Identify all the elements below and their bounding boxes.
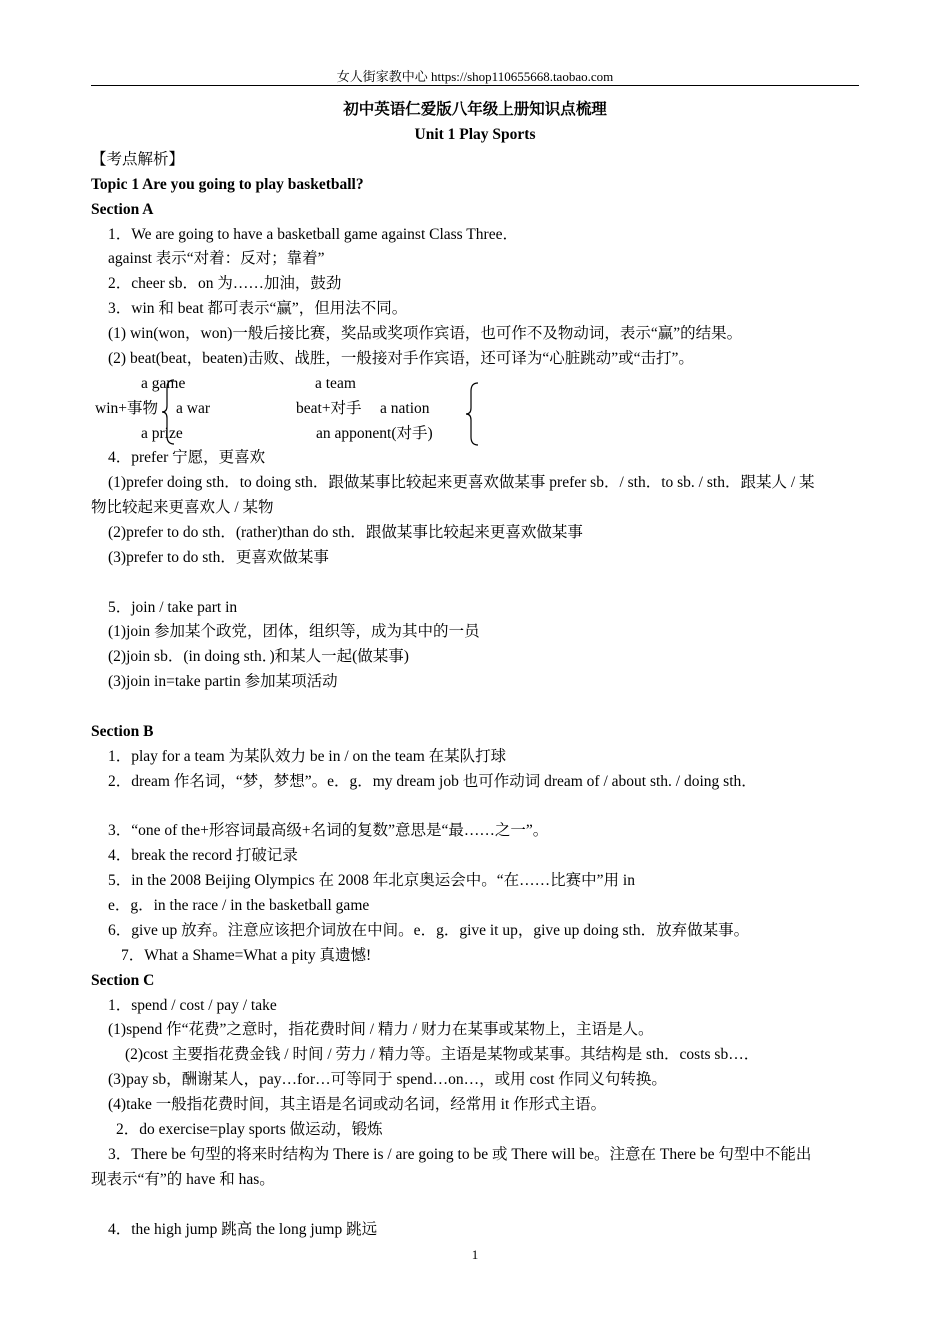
section-a-line: 2．cheer sb．on 为……加油，鼓劲 (108, 275, 342, 292)
page-header: 女人街家教中心 https://shop110655668.taobao.com (336, 69, 614, 84)
section-a-line: (3)join in=take partin 参加某项活动 (108, 673, 338, 690)
section-c-line: 1．spend / cost / pay / take (108, 997, 277, 1014)
section-b-line: 5．in the 2008 Beijing Olympics 在 2008 年北京奥运会中。“在……比赛中”用 in (108, 872, 635, 889)
section-a-line: against 表示“对着：反对；靠着” (108, 250, 325, 267)
section-c-line: (2)cost 主要指花费金钱 / 时间 / 劳力 / 精力等。主语是某物或某事。其结构是 sth．costs sb…． (125, 1046, 760, 1063)
section-c-line: 2．do exercise=play sports 做运动，锻炼 (116, 1121, 383, 1138)
win-item: a game (141, 375, 186, 392)
section-c-line: (3)pay sb，酬谢某人，pay…for…可等同于 spend…on…，或用 cost 作同义句转换。 (108, 1071, 667, 1088)
win-brace-icon (160, 378, 176, 446)
section-a-line: 1．We are going to have a basketball game against Class Three． (108, 226, 518, 243)
section-b-line: 3．“one of the+形容词最高级+名词的复数”意思是“最……之一”。 (108, 822, 549, 839)
unit-title: Unit 1 Play Sports (414, 126, 536, 143)
section-a-line: (1)prefer doing sth．to doing sth．跟做某事比较起来更喜欢做某事 prefer sb．/ sth．to sb. / sth．跟某人 / 某 (108, 474, 815, 491)
section-a-line: (2) beat(beat，beaten)击败、战胜，一般接对手作宾语，还可译为“心脏跳动”或“击打”。 (108, 350, 694, 367)
section-label: 【考点解析】 (91, 151, 185, 168)
document-title: 初中英语仁爱版八年级上册知识点梳理 (343, 101, 607, 118)
win-item: a prize (141, 425, 183, 442)
section-c-heading: Section C (91, 972, 155, 989)
section-b-line: 7．What a Shame=What a pity 真遗憾! (121, 947, 372, 964)
section-a-line: (1) win(won，won)一般后接比赛，奖品或奖项作宾语，也可作不及物动词，表示“赢”的结果。 (108, 325, 743, 342)
section-c-line: 3．There be 句型的将来时结构为 There is / are going to be 或 There will be。注意在 There be 句型中不能出 (108, 1146, 812, 1163)
section-c-line: 现表示“有”的 have 和 has。 (91, 1171, 275, 1188)
section-b-line: 2．dream 作名词，“梦，梦想”。e．g．my dream job 也可作动词 dream of / about sth. / doing sth． (108, 773, 757, 790)
beat-item: an apponent(对手) (316, 425, 433, 442)
win-label: win+事物 (95, 400, 158, 417)
section-b-heading: Section B (91, 723, 154, 740)
section-c-line: (1)spend 作“花费”之意时，指花费时间 / 精力 / 财力在某事或某物上，主语是人。 (108, 1021, 654, 1038)
section-a-line: 4．prefer 宁愿，更喜欢 (108, 449, 266, 466)
header-rule (91, 85, 859, 86)
section-a-line: 物比较起来更喜欢人 / 某物 (91, 499, 274, 516)
section-b-line: 4．break the record 打破记录 (108, 847, 298, 864)
section-a-line: (3)prefer to do sth．更喜欢做某事 (108, 549, 329, 566)
win-item: a war (176, 400, 210, 417)
section-b-line: 1．play for a team 为某队效力 be in / on the team 在某队打球 (108, 748, 507, 765)
section-a-line: (2)join sb．(in doing sth．)和某人一起(做某事) (108, 648, 409, 665)
topic-heading: Topic 1 Are you going to play basketball? (91, 176, 364, 193)
section-a-line: (2)prefer to do sth．(rather)than do sth．跟做某事比较起来更喜欢做某事 (108, 524, 583, 541)
section-c-line: 4．the high jump 跳高 the long jump 跳远 (108, 1221, 378, 1238)
beat-brace-icon (464, 381, 480, 447)
beat-label: beat+对手 (296, 400, 362, 417)
page-number: 1 (471, 1247, 479, 1262)
section-a-line: 3．win 和 beat 都可表示“赢”，但用法不同。 (108, 300, 408, 317)
beat-item: a nation (380, 400, 430, 417)
section-a-heading: Section A (91, 201, 154, 218)
section-b-line: e．g．in the race / in the basketball game (108, 897, 370, 914)
beat-item: a team (315, 375, 356, 392)
section-a-line: 5．join / take part in (108, 599, 238, 616)
section-a-line: (1)join 参加某个政党，团体，组织等，成为其中的一员 (108, 623, 480, 640)
section-c-line: (4)take 一般指花费时间，其主语是名词或动名词，经常用 it 作形式主语。 (108, 1096, 607, 1113)
section-b-line: 6．give up 放弃。注意应该把介词放在中间。e．g．give it up，give up doing sth．放弃做某事。 (108, 922, 750, 939)
